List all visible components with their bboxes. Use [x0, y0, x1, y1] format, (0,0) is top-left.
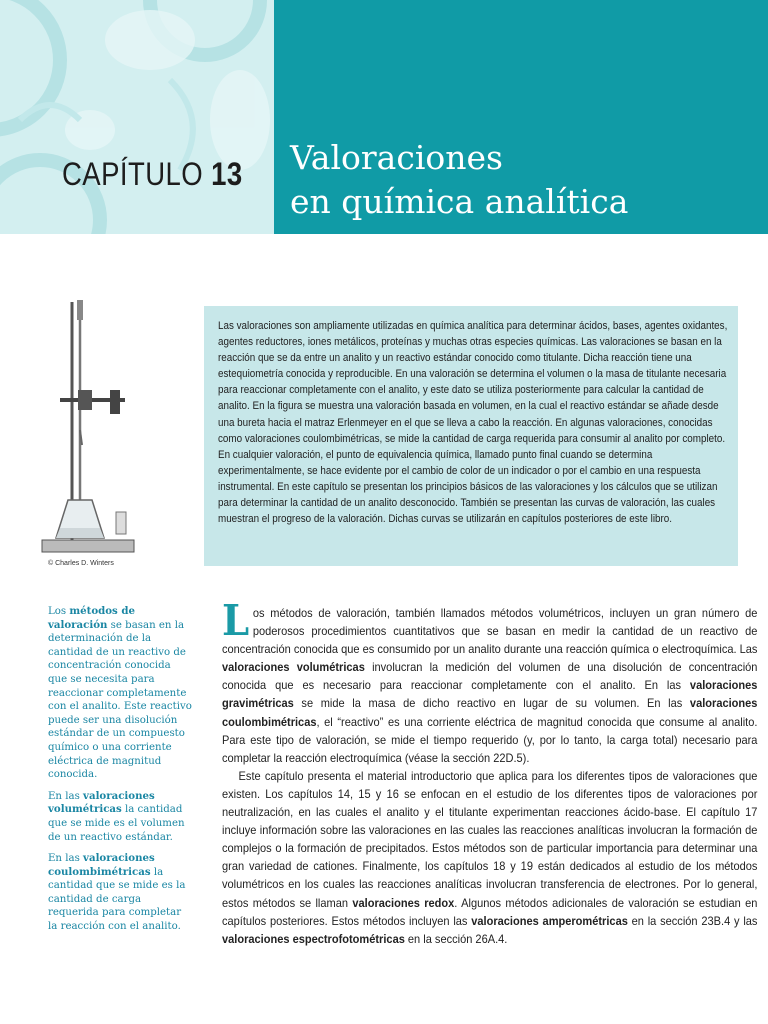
header-decor-panel	[0, 0, 274, 234]
chapter-title-line1: Valoraciones	[290, 138, 503, 177]
margin-note-1: Los métodos de valoración se basan en la determinación de la cantidad de un reactivo de concentración conocida que se necesita para reaccionar completamente con el analito. Este reactivo puede ser una disolución estándar de un compuesto químico o una corriente eléctrica de magnitud conocida.	[48, 605, 192, 781]
glassware-watermark	[0, 0, 274, 234]
margin-notes	[48, 605, 193, 942]
margin-term-1: métodos de valoración	[48, 605, 135, 631]
paragraph-2: Este capítulo presenta el material introductorio que aplica para los diferentes tipos de valoraciones que existen. Los capítulos 14, 15 y 16 se enfocan en el estudio de los diferentes tipos de valoraciones por neutralización, en las cuales el analito y el titulante experimentan reacciones ácido-base. El capítulo 17 incluye información sobre las valoraciones en las cuales las reacciones analíticas involucran la formación de complejos o la formación de precipitados. Estos métodos son de particular importancia para determinar una gran variedad de cationes. Finalmente, los capítulos 18 y 19 están dedicados al estudio de los métodos volumétricos en los cuales las reacciones analíticas involucran transferencia de electrones. Por lo general, estos métodos se llaman valoraciones redox. Algunos métodos adicionales de valoración se estudian en capítulos posteriores. Estos métodos incluyen las valoraciones amperométricas en la sección 23B.4 y las valoraciones espectrofotométricas en la sección 26A.4.	[222, 768, 758, 946]
chapter-label: CAPÍTULO 13	[62, 156, 243, 192]
intro-text: Las valoraciones son ampliamente utilizadas en química analítica para determinar ácidos, bases, agentes oxidantes, agentes reductores, iones metálicos, proteínas y muchas otras especies químicas. Las valoraciones se basan en la reacción que se da entre un analito y un reactivo estándar conocido como titulante. Dicha reacción tiene una estequiometría conocida y reproducible. En una valoración se determina el volumen o la masa de titulante necesaria para reaccionar completamente con el analito, y este dato se utiliza posteriormente para calcular la cantidad de analito. En la figura se muestra una valoración basada en volumen, en la cual el reactivo estándar se añade desde una bureta hacia el matraz Erlenmeyer en el que se lleva a cabo la reacción. En algunas valoraciones, conocidas como valoraciones coulombimétricas, se mide la cantidad de carga requerida para consumir al analito por completo. En cualquier valoración, el punto de equivalencia química, llamado punto final cuando se determina experimentalmente, se hace evidente por el cambio de color de un indicador o por el cambio en una respuesta instrumental. En este capítulo se presentan los principios básicos de las valoraciones y los cálculos que se utilizan para determinar la cantidad de un analito desconocido. También se presentan las curvas de valoración, las cuales muestran el progreso de la valoración. Dichas curvas se utilizarán en capítulos posteriores de este libro.	[218, 320, 728, 526]
body-text	[222, 596, 758, 948]
titration-apparatus-photo	[40, 290, 150, 560]
chapter-title-line2: en química analítica	[290, 182, 629, 221]
chapter-header	[0, 0, 768, 234]
chapter-title	[290, 136, 628, 224]
margin-term-2: valoraciones volumétricas	[48, 789, 155, 816]
margin-note-2: En las valoraciones volumétricas la cantidad que se mide es el volumen de un reactivo estándar.	[48, 789, 185, 843]
drop-cap: L	[222, 596, 250, 645]
margin-note-3: En las valoraciones coulombimétricas la cantidad que se mide es la cantidad de carga requerida para completar la reacción con el analito.	[48, 852, 186, 933]
chapter-number: 13	[211, 156, 243, 192]
paragraph-1: Los métodos de valoración, también llamados métodos volumétricos, incluyen un gran número de poderosos procedimientos cuantitativos que se basan en medir la cantidad de un reactivo de concentración conocida que es consumido por un analito durante una reacción química o electroquímica. Las valoraciones volumétricas involucran la medición del volumen de una disolución de concentración conocida que es necesario para reaccionar completamente con el analito. En las valoraciones gravimétricas se mide la masa de dicho reactivo en lugar de su volumen. En las valoraciones coulombimétricas, el “reactivo” es una corriente eléctrica de magnitud conocida que consume al analito. Para este tipo de valoración, se mide el tiempo requerido (y, por lo tanto, la carga total) necesario para completar la reacción electroquímica (véase la sección 22D.5).	[222, 596, 758, 765]
photo-credit: © Charles D. Winters	[48, 560, 114, 567]
margin-term-3: valoraciones coulombimétricas	[48, 852, 155, 878]
